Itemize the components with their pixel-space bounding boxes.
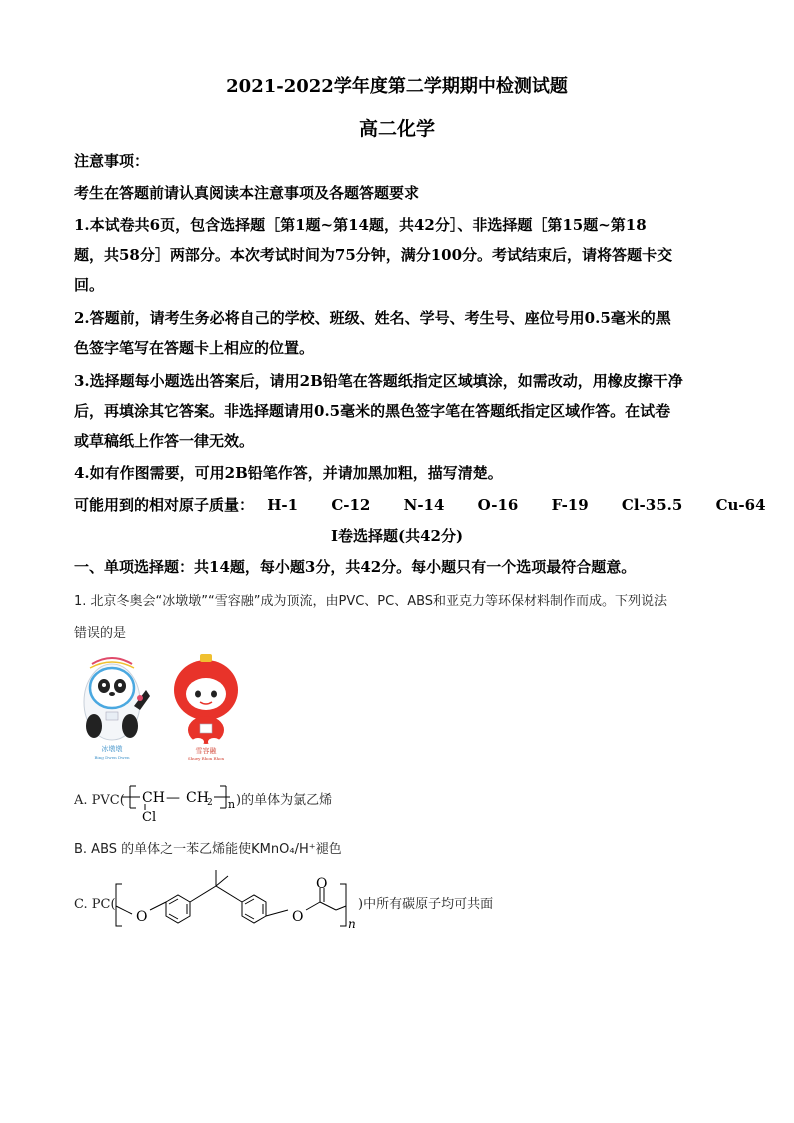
- mass-c: C-12: [331, 496, 371, 514]
- notice-item4: 4.如有作图需要，可用2B铅笔作答，并请加黑加粗，描写清楚。: [74, 464, 503, 482]
- notice-item3-line2: 后，再填涂其它答案。非选择题请用0.5毫米的黑色签字笔在答题纸指定区域作答。在试卷: [74, 402, 671, 420]
- option-a-prefix: A. PVC(: [74, 793, 125, 808]
- notice-item3-line3: 或草稿纸上作答一律无效。: [74, 432, 255, 450]
- mass-h: H-1: [267, 496, 299, 514]
- pvc-cl: Cl: [142, 810, 157, 824]
- section-instruction: 一、单项选择题：共14题，每小题3分，共42分。每小题只有一个选项最符合题意。: [74, 558, 637, 576]
- exam-title: 2021-2022学年度第二学期期中检测试题: [226, 76, 568, 97]
- mascot2-label: 雪容融: [195, 747, 217, 755]
- question1-stem-line1: 1. 北京冬奥会“冰墩墩”“雪容融”成为顶流，由PVC、PC、ABS和亚克力等环保材料制作而成。下列说法: [74, 594, 668, 609]
- mass-n: N-14: [403, 496, 445, 514]
- pvc-ch: CH: [142, 790, 165, 806]
- pc-n: n: [348, 917, 356, 931]
- pvc-ch2: CH: [186, 790, 209, 806]
- notice-item1-line3: 回。: [74, 276, 105, 294]
- section-title: I卷选择题(共42分): [330, 527, 464, 545]
- option-a-suffix: )的单体为氯乙烯: [236, 793, 333, 808]
- notice-item1-line2: 题，共58分］两部分。本次考试时间为75分钟，满分100分。考试结束后，请将答题卡交: [74, 246, 673, 264]
- pc-o1: O: [136, 909, 148, 925]
- mass-cu: Cu-64: [715, 496, 766, 514]
- question1-stem-line2: 错误的是: [74, 626, 127, 641]
- notice-item3-line1: 3.选择题每小题选出答案后，请用2B铅笔在答题纸指定区域填涂，如需改动，用橡皮擦干净: [74, 372, 683, 390]
- exam-subtitle: 高二化学: [358, 118, 435, 140]
- pvc-n: n: [228, 798, 236, 811]
- mascot1-sublabel: Bing Dwen Dwen: [94, 755, 130, 760]
- notice-item2-line2: 色签字笔写在答题卡上相应的位置。: [74, 339, 315, 357]
- pvc-dash: —: [166, 790, 180, 806]
- option-c-suffix: )中所有碳原子均可共面: [358, 897, 494, 912]
- pc-o2: O: [292, 909, 304, 925]
- atomic-masses: [74, 494, 794, 515]
- notice-intro: 考生在答题前请认真阅读本注意事项及各题答题要求: [74, 184, 420, 202]
- mass-cl: Cl-35.5: [621, 496, 683, 514]
- atomic-masses-label: 可能用到的相对原子质量：: [74, 496, 255, 514]
- pc-o3: O: [316, 876, 328, 892]
- mass-o: O-16: [477, 496, 519, 514]
- notice-item1-line1: 1.本试卷共6页，包含选择题［第1题~第14题，共42分］、非选择题［第15题~第18: [74, 216, 647, 234]
- pvc-structure: [122, 786, 235, 824]
- notice-heading: 注意事项：: [74, 152, 150, 170]
- pc-structure: [116, 870, 346, 926]
- mascot1-label: 冰墩墩: [101, 745, 123, 753]
- option-c-prefix: C. PC(: [74, 897, 116, 912]
- notice-item2-line1: 2.答题前，请考生务必将自己的学校、班级、姓名、学号、考生号、座位号用0.5毫米的黑: [74, 309, 671, 327]
- mass-f: F-19: [551, 496, 589, 514]
- pvc-ch2-sub: 2: [207, 798, 213, 808]
- option-c: [74, 866, 534, 932]
- bing-dwen-dwen-illustration: [84, 658, 150, 740]
- mascot2-sublabel: Shuey Rhon Rhon: [187, 756, 225, 761]
- mascots-image: [74, 650, 249, 762]
- option-b: B. ABS 的单体之一苯乙烯能使KMnO₄/H⁺褪色: [74, 842, 342, 857]
- shuey-rhon-rhon-illustration: [174, 654, 238, 746]
- option-a: [74, 772, 374, 824]
